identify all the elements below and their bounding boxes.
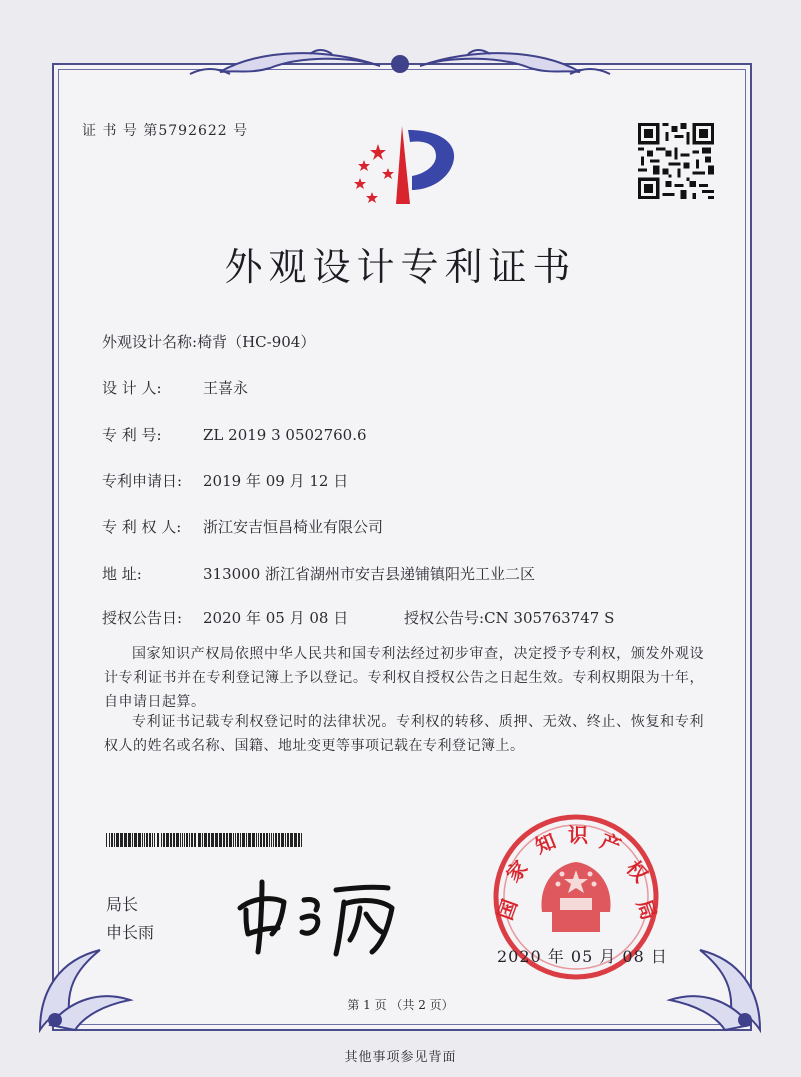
svg-text:家: 家: [501, 855, 533, 887]
grant-date-row: [102, 607, 348, 628]
design-name-label: 外观设计名称:: [102, 333, 198, 351]
patentee-value: 浙江安吉恒昌椅业有限公司: [203, 518, 384, 536]
design-name-value: 椅背（HC-904）: [197, 333, 316, 351]
designer-value: 王喜永: [203, 379, 249, 397]
svg-text:局: 局: [631, 896, 662, 924]
svg-text:权: 权: [621, 855, 653, 887]
page-indicator: 第 1 页 （共 2 页）: [347, 998, 454, 1012]
seal-date: 2020 年 05 月 08 日: [497, 947, 668, 966]
signatory-name: 申长雨: [106, 923, 155, 942]
grant-number-row: [404, 607, 614, 628]
legal-status-paragraph: 专利证书记载专利权登记时的法律状况。专利权的转移、质押、无效、终止、恢复和专利权人的姓名或名称、国籍、地址变更等事项记载在专利登记簿上。: [104, 714, 704, 754]
patent-number-label: 专 利 号:: [102, 426, 162, 444]
address-value: 313000 浙江省湖州市安吉县递铺镇阳光工业二区: [203, 565, 536, 583]
filing-date-label: 专利申请日:: [102, 472, 183, 490]
top-ornament: [180, 44, 620, 82]
bottom-left-ornament: [30, 930, 140, 1040]
qr-code: [638, 123, 714, 199]
svg-text:识: 识: [568, 823, 588, 847]
patentee-row: [102, 516, 383, 537]
certificate-title: 外观设计专利证书: [224, 245, 577, 289]
address-row: [102, 563, 535, 584]
grant-date-value: 2020 年 05 月 08 日: [203, 609, 349, 627]
svg-text:国: 国: [492, 896, 523, 924]
grant-date-label: 授权公告日:: [102, 609, 183, 627]
certificate-number: 证 书 号 第5792622 号: [82, 123, 249, 139]
designer-label: 设 计 人:: [102, 379, 162, 397]
filing-date-value: 2019 年 09 月 12 日: [203, 472, 349, 490]
footer-note: 其他事项参见背面: [344, 1050, 457, 1065]
director-signature: [232, 868, 412, 960]
patent-office-logo: [338, 116, 468, 216]
design-name-row: [102, 331, 315, 352]
patent-number-value: ZL 2019 3 0502760.6: [203, 426, 367, 444]
grant-statement-paragraph: 国家知识产权局依照中华人民共和国专利法经过初步审查，决定授予专利权，颁发外观设计专利证书并在专利登记簿上予以登记。专利权自授权公告之日起生效。专利权期限为十年，自申请日起算。: [104, 646, 704, 710]
barcode: [106, 833, 302, 847]
grant-number-value: CN 305763747 S: [484, 609, 615, 627]
designer-row: [102, 377, 248, 398]
patent-number-row: [102, 424, 367, 445]
bottom-right-ornament: [660, 930, 770, 1040]
patentee-label: 专 利 权 人:: [102, 518, 182, 536]
svg-text:知: 知: [531, 828, 560, 859]
filing-date-row: [102, 470, 348, 491]
address-label: 地 址:: [102, 565, 142, 583]
signatory-title: 局长: [106, 895, 139, 914]
svg-text:产: 产: [596, 828, 625, 859]
grant-number-label: 授权公告号:: [404, 609, 485, 627]
